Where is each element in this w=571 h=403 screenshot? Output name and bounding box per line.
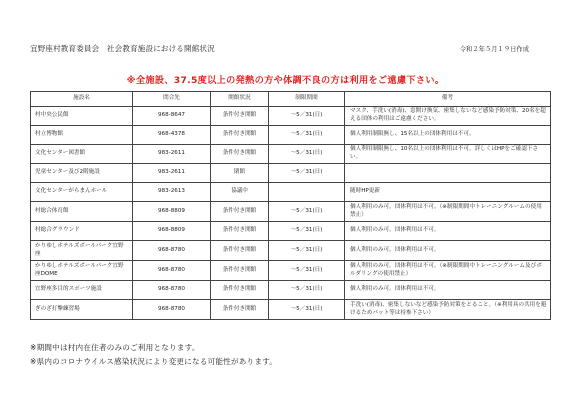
contact-phone: 968-8647 [133, 107, 211, 126]
facility-name: ぎのざ打撃練習場 [31, 300, 133, 320]
column-header-period: 制限期間 [269, 92, 345, 107]
contact-phone: 983-2611 [133, 164, 211, 183]
contact-phone: 968-8780 [133, 281, 211, 300]
facility-name: 文化センターがらまんホール [31, 183, 133, 202]
open-status: 条件付き開館 [211, 202, 269, 222]
remarks: 個人利用のみ可。団体利用は不可。（※制限期間中トレーニングルームの使用禁止） [345, 202, 551, 222]
facility-status-table [30, 91, 551, 320]
restriction-period: ～5／31(日) [269, 281, 345, 300]
facility-name: 児童センター及び2階施設 [31, 164, 133, 183]
facility-name: 村総合グラウンド [31, 222, 133, 241]
open-status: 条件付き開館 [211, 107, 269, 126]
remarks: 個人利用のみ可。団体利用は不可。 [345, 241, 551, 261]
facility-name: 村立博物館 [31, 126, 133, 145]
restriction-period: ～5／31(日) [269, 300, 345, 320]
restriction-period: ～5／31(日) [269, 164, 345, 183]
facility-name: かりゆしホテルズボールパーク宜野座 [31, 241, 133, 261]
column-header-notes: 備考 [345, 92, 551, 107]
facility-name: 村総合体育館 [31, 202, 133, 222]
table-row [31, 164, 551, 183]
open-status: 条件付き開館 [211, 261, 269, 281]
column-header-facility: 施設名 [31, 92, 133, 107]
restriction-period [269, 183, 345, 202]
table-row [31, 261, 551, 281]
contact-phone: 968-8809 [133, 202, 211, 222]
contact-phone: 968-8780 [133, 241, 211, 261]
open-status: 条件付き開館 [211, 222, 269, 241]
table-row [31, 107, 551, 126]
contact-phone: 983-2611 [133, 145, 211, 164]
open-status: 条件付き開館 [211, 300, 269, 320]
contact-phone: 968-8780 [133, 300, 211, 320]
remarks [345, 164, 551, 183]
table-row [31, 300, 551, 320]
table-row [31, 126, 551, 145]
restriction-period: ～5／31(日) [269, 261, 345, 281]
facility-name: 宜野座多目的スポーツ施設 [31, 281, 133, 300]
contact-phone: 968-4378 [133, 126, 211, 145]
remarks: 個人利用のみ可。団体利用は不可。（※制限期間中トレーニングルーム及びボルダリングの使用禁止） [345, 261, 551, 281]
contact-phone: 968-8809 [133, 222, 211, 241]
column-header-status: 開館状況 [211, 92, 269, 107]
facility-name: 村中央公民館 [31, 107, 133, 126]
restriction-period: ～5／31(日) [269, 241, 345, 261]
footnote: ※期間中は村内在住者のみのご利用となります。 [30, 343, 200, 352]
table-row [31, 281, 551, 300]
open-status: 協議中 [211, 183, 269, 202]
document-title: 宜野座村教育委員会 社会教育施設における開館状況 [30, 44, 215, 53]
remarks: 個人利用制限無し、15名以上の団体利用は不可。 [345, 126, 551, 145]
table-header-row [31, 92, 551, 107]
footnote: ※県内のコロナウイルス感染状況により変更になる可能性があります。 [30, 357, 278, 366]
restriction-period: ～5／31(日) [269, 107, 345, 126]
open-status: 閉館 [211, 164, 269, 183]
restriction-period: ～5／31(日) [269, 202, 345, 222]
remarks: 手洗い(消毒)、密集しないなど感染予防対策をとること。（※利用具の共用を避けるためバット等は持参下さい） [345, 300, 551, 320]
contact-phone: 968-8780 [133, 261, 211, 281]
table-row [31, 202, 551, 222]
open-status: 条件付き開館 [211, 281, 269, 300]
contact-phone: 983-2613 [133, 183, 211, 202]
warning-notice: ※全施設、37.5度以上の発熱の方や体調不良の方は利用をご遠慮下さい。 [126, 75, 445, 86]
remarks: マスク、手洗い(消毒)、窓開け換気、密集しないなど感染予防対策、20名を超える団体の利用はご遠慮ください。 [345, 107, 551, 126]
table-row [31, 241, 551, 261]
open-status: 条件付き開館 [211, 126, 269, 145]
restriction-period: ～5／31(日) [269, 126, 345, 145]
remarks: 個人利用制限無し、10名以上の団体利用は不可。詳しくはHPをご確認下さい。 [345, 145, 551, 164]
facility-name: かりゆしホテルズボールパーク宜野座DOME [31, 261, 133, 281]
restriction-period: ～5／31(日) [269, 145, 345, 164]
remarks: 個人利用のみ可。団体利用は不可。 [345, 281, 551, 300]
table-row [31, 183, 551, 202]
open-status: 条件付き開館 [211, 145, 269, 164]
remarks: 個人利用のみ可。団体利用は不可。 [345, 222, 551, 241]
table-row [31, 145, 551, 164]
restriction-period: ～5／31(日) [269, 222, 345, 241]
table-row [31, 222, 551, 241]
open-status: 条件付き開館 [211, 241, 269, 261]
remarks: 随時HP更新 [345, 183, 551, 202]
facility-name: 文化センター図書館 [31, 145, 133, 164]
column-header-contact: 問合先 [133, 92, 211, 107]
document-date: 令和２年５月１９日作成 [459, 46, 529, 53]
